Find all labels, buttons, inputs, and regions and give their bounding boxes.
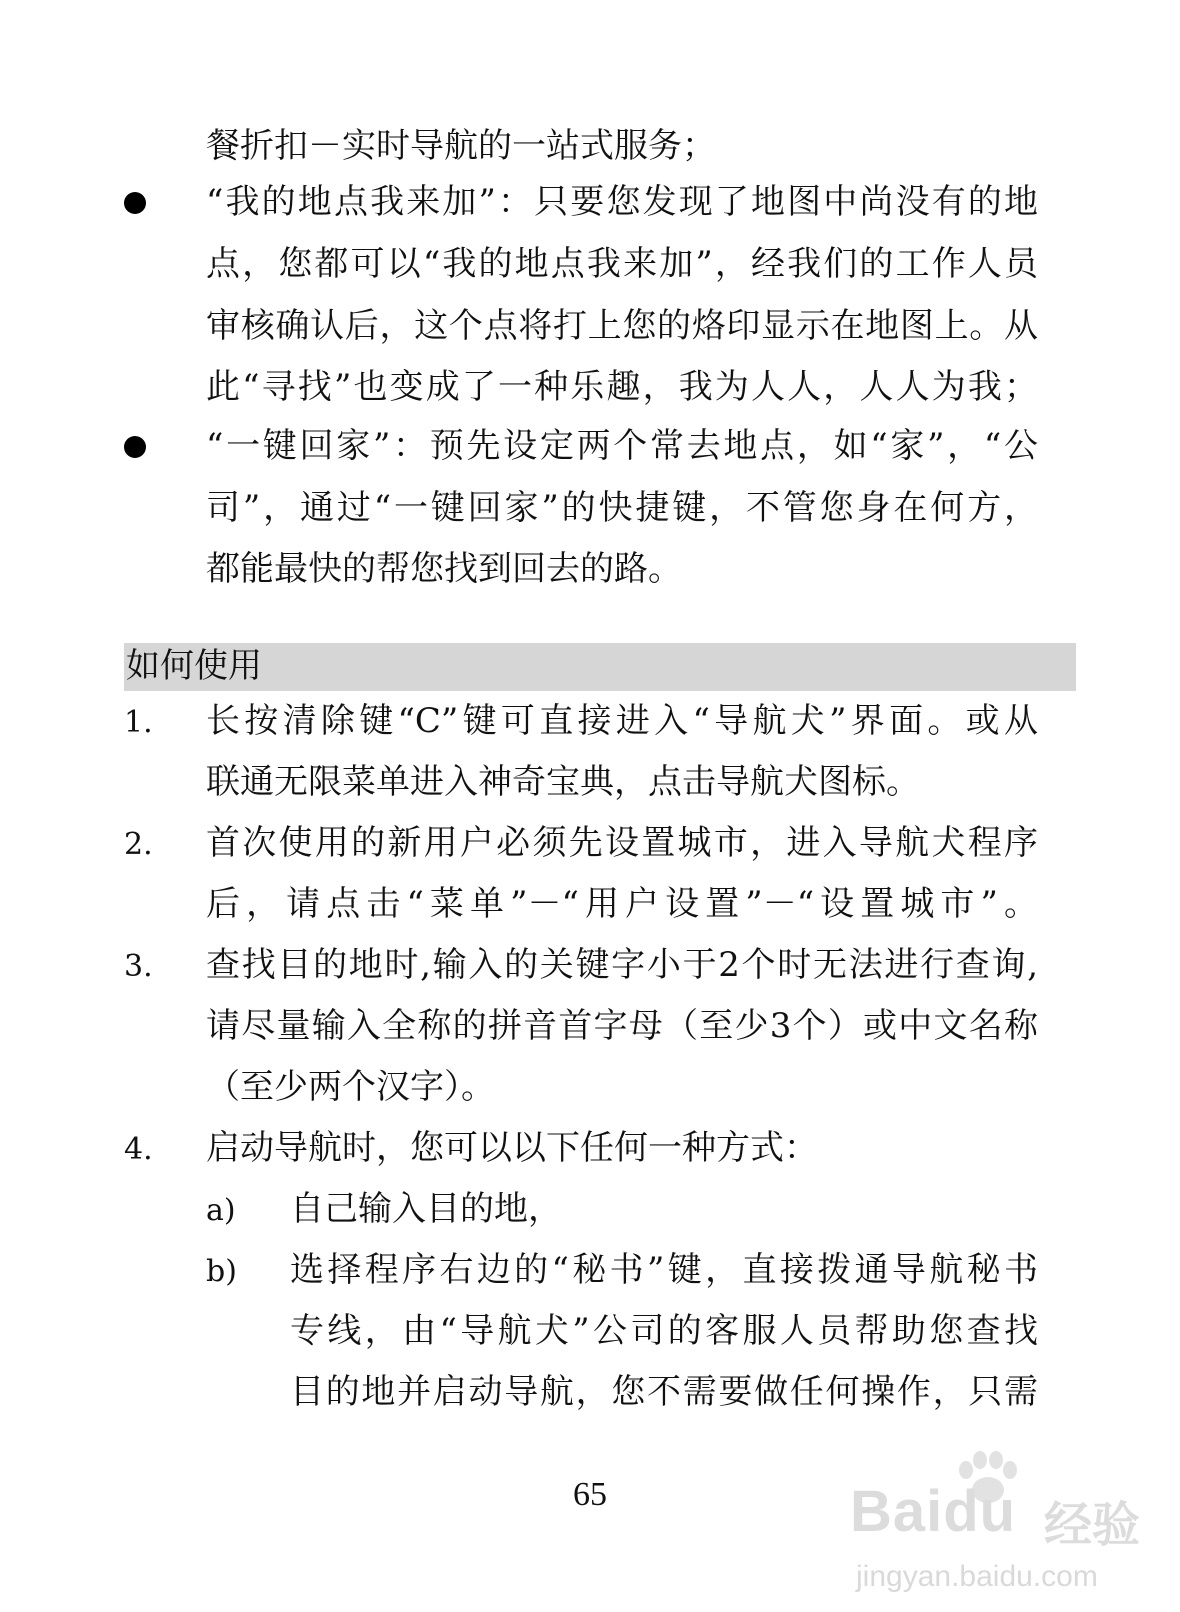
bullet-dot-icon — [124, 192, 146, 214]
intro-continuation: 餐折扣－实时导航的一站式服务； — [206, 126, 716, 166]
bullet-dot-icon — [124, 436, 146, 458]
bullet-line: 都能最快的帮您找到回去的路。 — [206, 549, 682, 589]
sub-step-marker: b) — [206, 1254, 237, 1289]
sub-step-line: 选择程序右边的“秘书”键，直接拨通导航秘书 — [290, 1250, 1038, 1290]
step-line: 首次使用的新用户必须先设置城市，进入导航犬程序 — [206, 823, 1038, 863]
sub-step-line: 目的地并启动导航，您不需要做任何操作，只需 — [290, 1372, 1038, 1412]
bullet-line: “我的地点我来加”：只要您发现了地图中尚没有的地 — [206, 182, 1038, 222]
step-number: 1. — [124, 705, 153, 740]
sub-step-line: 自己输入目的地， — [290, 1189, 562, 1229]
step-line: 查找目的地时,输入的关键字小于2个时无法进行查询, — [206, 945, 1038, 985]
step-line: 长按清除键“C”键可直接进入“导航犬”界面。或从 — [206, 701, 1038, 741]
bullet-line: 点，您都可以“我的地点我来加”，经我们的工作人员 — [206, 244, 1038, 284]
page-number: 65 — [573, 1476, 607, 1513]
baidu-watermark — [842, 1448, 1172, 1608]
sub-step-line: 专线，由“导航犬”公司的客服人员帮助您查找 — [290, 1311, 1038, 1351]
step-line: 后，请点击“菜单”－“用户设置”－“设置城市”。 — [206, 884, 1038, 924]
step-number: 3. — [124, 949, 153, 984]
section-heading-bar — [124, 643, 1076, 691]
step-line: 请尽量输入全称的拼音首字母（至少3个）或中文名称 — [206, 1006, 1038, 1046]
bullet-line: 审核确认后，这个点将打上您的烙印显示在地图上。从 — [206, 306, 1038, 346]
step-line: 启动导航时，您可以以下任何一种方式： — [206, 1128, 818, 1168]
step-line: （至少两个汉字）。 — [206, 1067, 495, 1107]
watermark-label: 经验 — [1044, 1497, 1141, 1553]
step-line: 联通无限菜单进入神奇宝典，点击导航犬图标。 — [206, 762, 920, 802]
step-number: 4. — [124, 1132, 153, 1167]
watermark-logo: Baidu — [850, 1479, 1017, 1544]
sub-step-marker: a) — [206, 1193, 236, 1228]
bullet-line: “一键回家”：预先设定两个常去地点，如“家”，“公 — [206, 426, 1038, 466]
watermark-url: jingyan.baidu.com — [856, 1560, 1098, 1593]
section-heading: 如何使用 — [126, 646, 262, 686]
bullet-line: 司”，通过“一键回家”的快捷键，不管您身在何方， — [206, 488, 1038, 528]
step-number: 2. — [124, 827, 153, 862]
bullet-line: 此“寻找”也变成了一种乐趣，我为人人，人人为我； — [206, 367, 1038, 407]
